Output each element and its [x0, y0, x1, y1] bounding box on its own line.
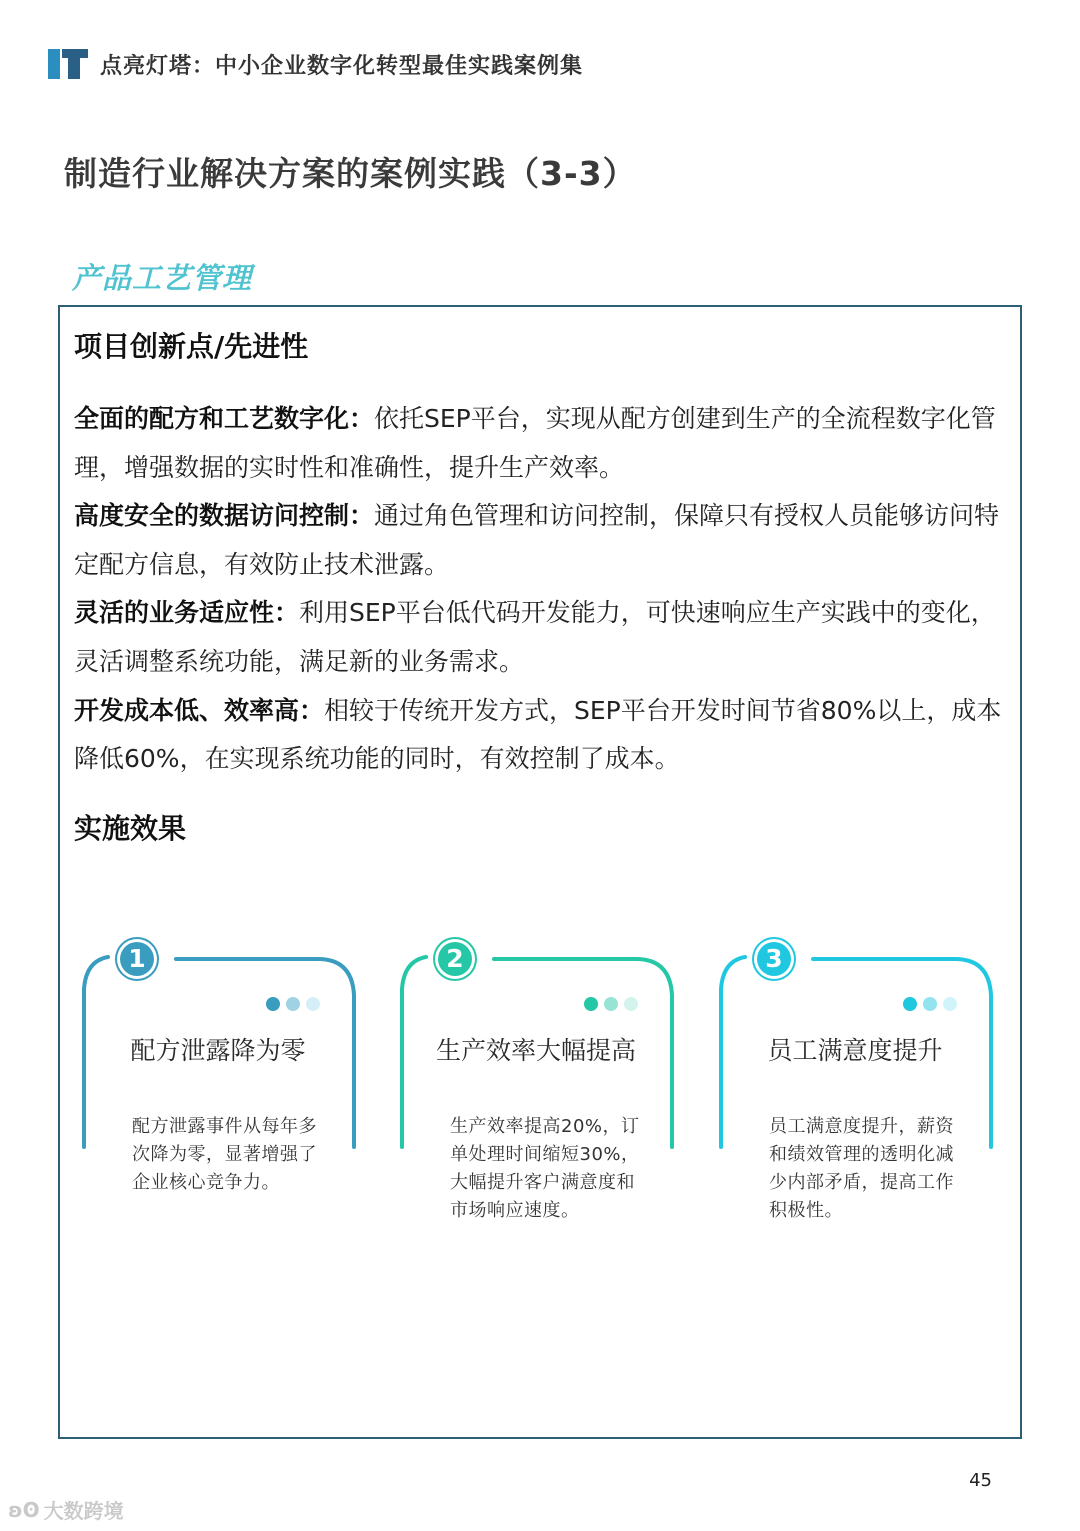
point-term: 开发成本低、效率高： — [74, 695, 325, 725]
effect-cards — [80, 937, 1010, 1267]
innovation-point — [74, 395, 1009, 492]
point-term: 全面的配方和工艺数字化： — [74, 404, 375, 433]
effect-card — [80, 937, 356, 1267]
watermark-text: 大数跨境 — [43, 1499, 124, 1523]
point-term: 灵活的业务适应性： — [74, 598, 300, 628]
point-text: 相较于传统开发方式，SEP平台开发时间节省80%以上，成本降低60%，在实现系统功能的同时，有效控制了成本。 — [74, 695, 1002, 774]
innovation-heading: 项目创新点/先进性 — [74, 330, 309, 363]
card-dots — [903, 997, 957, 1011]
card-description: 配方泄露事件从每年多次降为零，显著增强了企业核心竞争力。 — [132, 1116, 317, 1193]
page-number: 45 — [969, 1470, 992, 1491]
card-dots — [266, 997, 320, 1011]
card-title: 员工满意度提升 — [767, 1036, 943, 1065]
effect-card — [398, 937, 674, 1267]
card-title: 配方泄露降为零 — [130, 1036, 306, 1065]
point-term: 高度安全的数据访问控制： — [74, 501, 375, 531]
card-dots — [584, 997, 638, 1011]
effect-card — [717, 937, 993, 1267]
card-description: 生产效率提高20%，订单处理时间缩短30%，大幅提升客户满意度和市场响应速度。 — [450, 1116, 640, 1221]
card-description: 员工满意度提升，薪资和绩效管理的透明化减少内部矛盾，提高工作积极性。 — [769, 1116, 954, 1221]
header-title: 点亮灯塔：中小企业数字化转型最佳实践案例集 — [100, 53, 584, 79]
point-text: 利用SEP平台低代码开发能力，可快速响应生产实践中的变化，灵活调整系统功能，满足新的业务需求。 — [74, 598, 996, 676]
innovation-points — [74, 395, 1009, 784]
effects-heading: 实施效果 — [74, 812, 187, 845]
innovation-point — [74, 492, 1009, 589]
content-box — [58, 305, 1022, 1439]
card-number: 1 — [120, 942, 154, 976]
brand-logo-icon — [48, 45, 88, 83]
card-title: 生产效率大幅提高 — [435, 1036, 636, 1065]
header — [48, 44, 583, 84]
watermark — [8, 1495, 124, 1524]
card-number: 3 — [757, 942, 791, 976]
innovation-point — [74, 687, 1009, 784]
point-text: 依托SEP平台，实现从配方创建到生产的全流程数字化管理，增强数据的实时性和准确性，提升生产效率。 — [74, 404, 996, 482]
card-number: 2 — [438, 942, 472, 976]
section-label: 产品工艺管理 — [72, 261, 253, 295]
innovation-point — [74, 589, 1009, 686]
page-title: 制造行业解决方案的案例实践（3-3） — [64, 154, 637, 193]
point-text: 通过角色管理和访问控制，保障只有授权人员能够访问特定配方信息，有效防止技术泄露。 — [74, 501, 1000, 579]
watermark-logo-icon: ʚʘ — [8, 1497, 40, 1522]
